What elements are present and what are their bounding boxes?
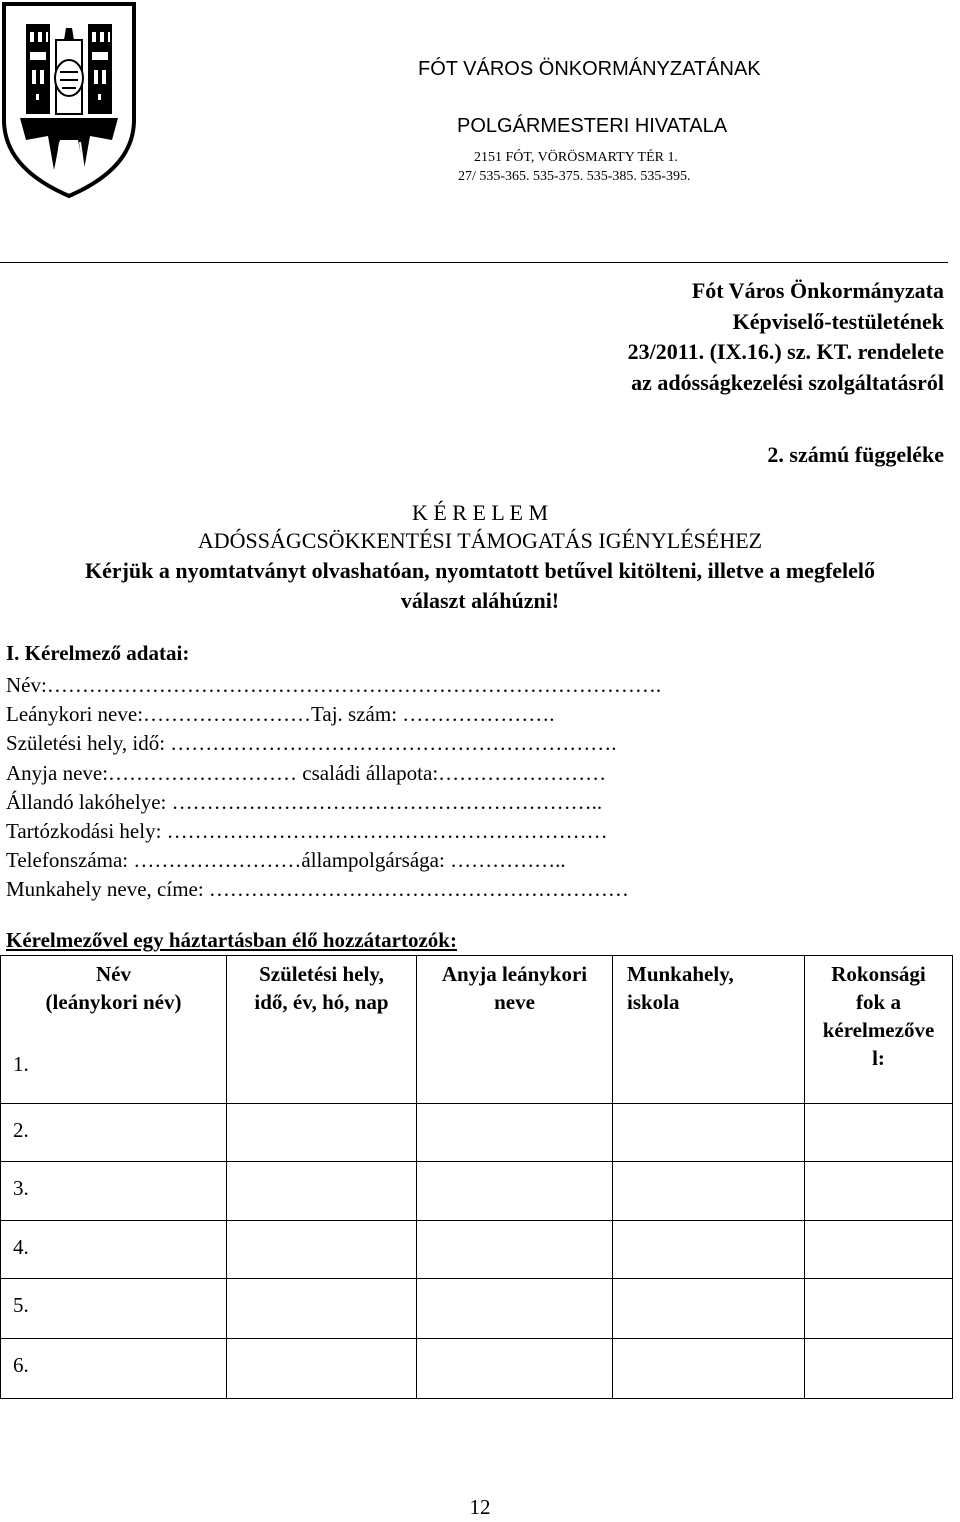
field-phone-citizenship[interactable]: Telefonszáma: ……………………állampolgársága: ……………..: [6, 848, 566, 872]
column-header-relation: Rokonsági fok a kérelmezőve l:: [822, 962, 935, 1070]
row-6-birth-cell[interactable]: [227, 1339, 417, 1399]
org-address: 2151 FÓT, VÖRÖSMARTY TÉR 1.: [474, 150, 678, 165]
row-3-name-cell[interactable]: [1, 1162, 227, 1221]
column-header-birth: Születési hely, idő, év, hó, nap: [254, 962, 389, 1014]
table-row: [1, 1279, 953, 1339]
row-number: 2.: [13, 1118, 29, 1142]
row-2-mother-cell[interactable]: [417, 1104, 613, 1162]
row-3-workplace-cell[interactable]: [613, 1162, 805, 1221]
household-members-table: [0, 955, 953, 1399]
org-name-line2: POLGÁRMESTERI HIVATALA: [457, 115, 728, 137]
row-5-birth-cell[interactable]: [227, 1279, 417, 1339]
org-phones: 27/ 535-365. 535-375. 535-385. 535-395.: [458, 169, 691, 184]
form-title: K É R E L E M: [411, 500, 549, 525]
regulation-line-2: Képviselő-testületének: [732, 308, 944, 334]
row-5-workplace-cell[interactable]: [613, 1279, 805, 1339]
row-4-birth-cell[interactable]: [227, 1221, 417, 1279]
page-number: 12: [469, 1495, 491, 1519]
table-row: [1, 1104, 953, 1162]
row-number: 6.: [13, 1353, 29, 1377]
row-3-birth-cell[interactable]: [227, 1162, 417, 1221]
row-1-workplace-cell[interactable]: [613, 956, 805, 1104]
row-2-name-cell[interactable]: [1, 1104, 227, 1162]
city-crest-logo: [0, 0, 138, 200]
table-row: [1, 1339, 953, 1399]
table-row: [1, 956, 953, 1104]
form-subtitle: ADÓSSÁGCSÖKKENTÉSI TÁMOGATÁS IGÉNYLÉSÉHEZ: [197, 528, 763, 553]
row-6-mother-cell[interactable]: [417, 1339, 613, 1399]
row-6-name-cell[interactable]: [1, 1339, 227, 1399]
row-1-mother-cell[interactable]: [417, 956, 613, 1104]
row-number: 3.: [13, 1176, 29, 1200]
regulation-line-3: 23/2011. (IX.16.) sz. KT. rendelete: [627, 339, 944, 364]
column-header-workplace: Munkahely, iskola: [627, 962, 734, 1014]
row-4-mother-cell[interactable]: [417, 1221, 613, 1279]
household-section-title: Kérelmezővel egy háztartásban élő hozzátartozók:: [6, 928, 457, 952]
row-number: 1.: [13, 1052, 29, 1076]
row-3-relation-cell[interactable]: [805, 1162, 953, 1221]
field-name[interactable]: Név:…………………………………………………………………………….: [6, 673, 662, 697]
row-2-relation-cell[interactable]: [805, 1104, 953, 1162]
row-4-name-cell[interactable]: [1, 1221, 227, 1279]
row-1-name-cell: [1, 956, 227, 1104]
field-workplace[interactable]: Munkahely neve, címe: ……………………………………………………: [6, 877, 629, 901]
row-5-mother-cell[interactable]: [417, 1279, 613, 1339]
row-number: 4.: [13, 1235, 29, 1259]
field-birth-place-date[interactable]: Születési hely, idő: ……………………………………………………….: [6, 731, 617, 755]
header-divider: [0, 262, 948, 263]
regulation-line-4: az adósságkezelési szolgáltatásról: [631, 369, 944, 395]
row-6-relation-cell[interactable]: [805, 1339, 953, 1399]
applicant-section-title: I. Kérelmező adatai:: [6, 641, 190, 665]
row-6-workplace-cell[interactable]: [613, 1339, 805, 1399]
column-header-mother: Anyja leánykori neve: [441, 962, 588, 1014]
row-4-relation-cell[interactable]: [805, 1221, 953, 1279]
field-permanent-address[interactable]: Állandó lakóhelye: ……………………………………………………..: [6, 790, 603, 814]
form-instruction-1: Kérjük a nyomtatványt olvashatóan, nyomtatott betűvel kitölteni, illetve a megfelelő: [84, 558, 876, 583]
row-2-workplace-cell[interactable]: [613, 1104, 805, 1162]
row-1-birth-cell[interactable]: [227, 956, 417, 1104]
regulation-reference: [628, 276, 944, 398]
table-row: [1, 1162, 953, 1221]
field-maiden-name[interactable]: Leánykori neve:……………………Taj. szám: ………………….: [6, 702, 555, 726]
row-5-name-cell[interactable]: [1, 1279, 227, 1339]
row-number: 5.: [13, 1293, 29, 1317]
org-name-line1: FÓT VÁROS ÖNKORMÁNYZATÁNAK: [418, 58, 761, 80]
row-2-birth-cell[interactable]: [227, 1104, 417, 1162]
form-instruction-2: választ aláhúzni!: [400, 588, 560, 613]
column-header-name: Név (leánykori név): [45, 962, 182, 1014]
row-1-relation-cell[interactable]: [805, 956, 953, 1104]
field-mother-name[interactable]: Anyja neve:……………………… családi állapota:……………………: [6, 761, 607, 785]
row-4-workplace-cell[interactable]: [613, 1221, 805, 1279]
table-row: [1, 1221, 953, 1279]
field-temporary-address[interactable]: Tartózkodási hely: ………………………………………………………: [6, 819, 608, 843]
row-3-mother-cell[interactable]: [417, 1162, 613, 1221]
appendix-label: 2. számú függeléke: [767, 442, 944, 467]
row-5-relation-cell[interactable]: [805, 1279, 953, 1339]
regulation-line-1: Fót Város Önkormányzata: [691, 278, 944, 303]
